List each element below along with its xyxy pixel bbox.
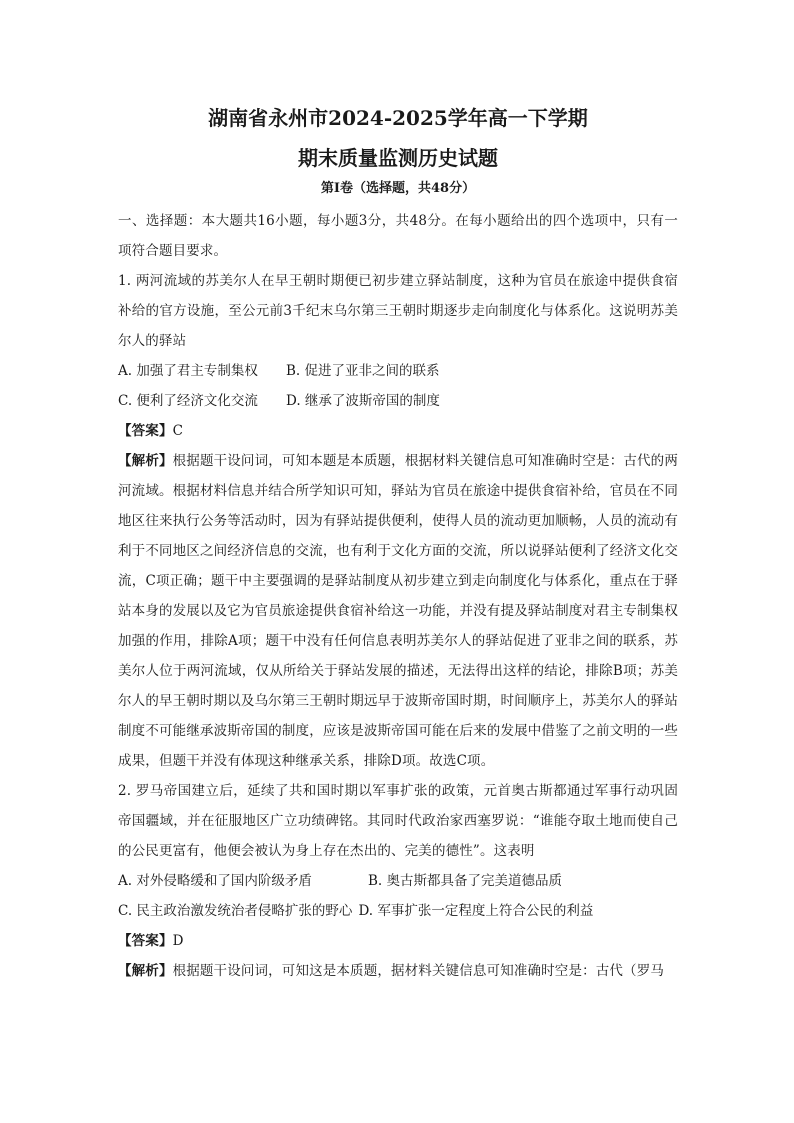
exam-title-line2: 期末质量监测历史试题 — [298, 146, 498, 170]
question-2-analysis — [118, 956, 678, 986]
question-1-option-a: A. 加强了君主专制集权 — [118, 363, 258, 379]
answer-tag: 【答案】 — [118, 423, 173, 439]
question-2-option-b: B. 奥古斯都具备了完美道德品质 — [368, 873, 563, 889]
exam-title-line1: 湖南省永州市2024-2025学年高一下学期 — [208, 106, 588, 130]
question-1-stem: 1. 两河流域的苏美尔人在早王朝时期便已初步建立驿站制度，这种为官员在旅途中提供食宿补给的官方设施，至公元前3千纪末乌尔第三王朝时期逐步走向制度化与体系化。这说明苏美尔人的驿站 — [118, 273, 678, 349]
question-2-option-d: D. 军事扩张一定程度上符合公民的利益 — [358, 903, 594, 919]
question-2-options-row2 — [118, 896, 678, 926]
section-subtitle: 第I卷（选择题，共48分） — [320, 181, 476, 196]
question-1-answer — [118, 416, 678, 446]
question-2-stem: 2. 罗马帝国建立后，延续了共和国时期以军事扩张的政策，元首奥古斯都通过军事行动巩固帝国疆域，并在征服地区广立功绩碑铭。其同时代政治家西塞罗说：“谁能夺取土地而使自己的公民更富有，他便会被认为身上存在杰出的、完美的德性”。这表明 — [118, 783, 678, 859]
question-1-options-row1 — [118, 356, 678, 386]
question-1-options-row2 — [118, 386, 678, 416]
analysis-text: 根据题干设问词，可知这是本质题，据材料关键信息可知准确时空是：古代（罗马 — [172, 963, 665, 979]
answer-tag: 【答案】 — [118, 933, 173, 949]
exam-page — [118, 0, 678, 986]
question-2-option-a: A. 对外侵略缓和了国内阶级矛盾 — [118, 873, 312, 889]
section-instructions: 一、选择题：本大题共16小题，每小题3分，共48分。在每小题给出的四个选项中，只有一项符合题目要求。 — [118, 213, 678, 259]
question-2-option-c: C. 民主政治激发统治者侵略扩张的野心 — [118, 903, 353, 919]
question-1-option-c: C. 便利了经济文化交流 — [118, 393, 258, 409]
analysis-text: 根据题干设问词，可知本题是本质题，根据材料关键信息可知准确时空是：古代的两河流域。根据材料信息并结合所学知识可知，驿站为官员在旅途中提供食宿补给，官员在不同地区往来执行公务等活动时，因为有驿站提供便利，使得人员的流动更加顺畅，人员的流动有利于不同地区之间经济信息的交流，也有利于文化方面的交流，所以说驿站便利了经济文化交流，C项正确；题干中主要强调的是驿站制度从初步建立到走向制度化与体系化，重点在于驿站本身的发展以及它为官员旅途提供食宿补给这一功能，并没有提及驿站制度对君主专制集权加强的作用，排除A项；题干中没有任何信息表明苏美尔人的驿站促进了亚非之间的联系，苏美尔人位于两河流域，仅从所给关于驿站发展的描述，无法得出这样的结论，排除B项；苏美尔人的早王朝时期以及乌尔第三王朝时期远早于波斯帝国时期，时间顺序上，苏美尔人的驿站制度不可能继承波斯帝国的制度，应该是波斯帝国可能在后来的发展中借鉴了之前文明的一些成果，但题干并没有体现这种继承关系，排除D项。故选C项。 — [118, 453, 678, 769]
analysis-tag: 【解析】 — [118, 963, 173, 979]
answer-value: C — [172, 423, 184, 439]
question-1-option-d: D. 继承了波斯帝国的制度 — [286, 393, 440, 409]
analysis-tag: 【解析】 — [118, 453, 173, 469]
question-1-option-b: B. 促进了亚非之间的联系 — [286, 363, 440, 379]
answer-value: D — [172, 933, 184, 949]
question-2-answer — [118, 926, 678, 956]
question-2-options-row1 — [118, 866, 678, 896]
question-1-analysis — [118, 446, 678, 776]
